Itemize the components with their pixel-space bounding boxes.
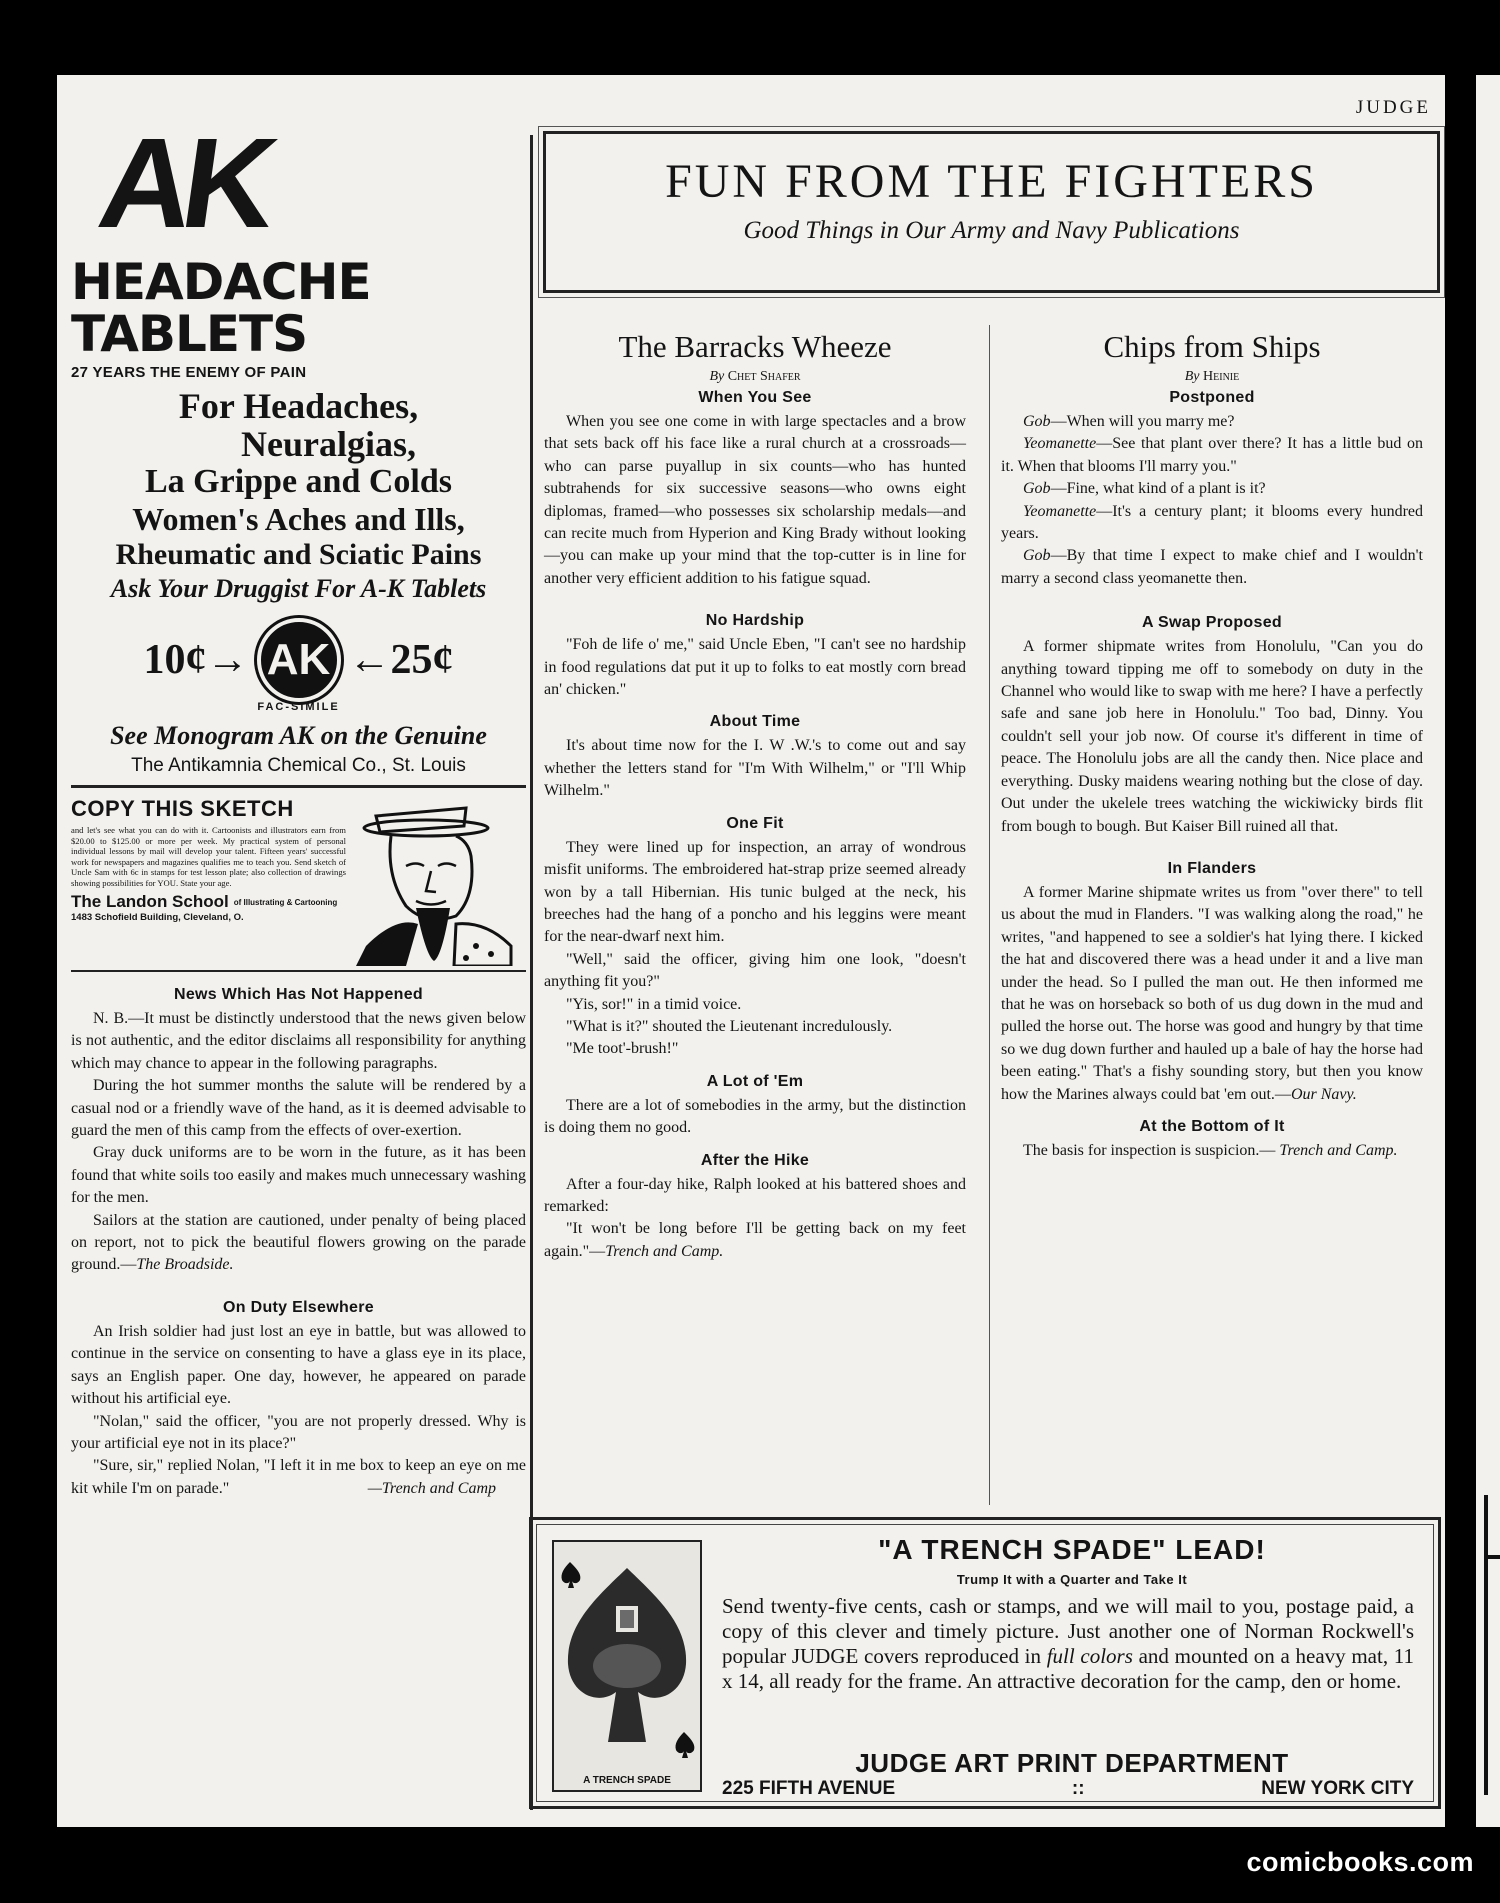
line: —See that plant over there? It has a little bud on it. When that blooms I'll marry you.": [1001, 435, 1423, 475]
source-credit: Our Navy.: [1290, 1085, 1357, 1103]
separator: ::: [1071, 1778, 1085, 1799]
sketch-ad-text: [71, 796, 346, 966]
paragraph: There are a lot of somebodies in the army, but the distinction is doing them no good.: [544, 1096, 966, 1137]
ak-uses: [71, 387, 526, 605]
section-body: [1001, 636, 1423, 838]
ak-use: For Headaches,: [178, 386, 419, 426]
paragraph: [1001, 882, 1423, 1106]
ak-use: Neuralgias,: [241, 424, 416, 464]
source-credit: Trench and Camp.: [1279, 1141, 1398, 1159]
speaker: Yeomanette: [1023, 502, 1097, 520]
paragraph-text: A former Marine shipmate writes us from "over there" to tell us about the mud in Flanders. "I was walking along the road," he writes, "and happened to see a soldier's hat lying there. I kicked the hat and discovered there was a head under it and a live man under the head. So I pulled the man out. He then informed me that he was on horseback so both of us dug down in the mud and pulled the horse out. The horse was good and hungry by that time so we dug down further and hauled up a bale of hay the horse had been eating." That's a fishy sounding story, but then you know how the Marines always could bat 'em out.—: [1001, 883, 1423, 1103]
city: NEW YORK CITY: [1261, 1778, 1414, 1799]
section-heading: One Fit: [726, 814, 784, 832]
paragraph: During the hot summer months the salute will be rendered by a casual nod or a friendly wave of the hand, as it is deemed advisable to guard the men of this camp from the effects of over-exertion.: [71, 1077, 526, 1140]
ad-address: [722, 1778, 1414, 1800]
column-title: The Barracks Wheeze: [618, 329, 892, 364]
ak-company: The Antikamnia Chemical Co., St. Louis: [131, 755, 466, 776]
sketch-ad: [71, 796, 526, 966]
divider: [71, 785, 526, 788]
paragraph: "What is it?" shouted the Lieutenant incredulously.: [566, 1017, 893, 1035]
line: —When will you marry me?: [1050, 413, 1235, 430]
section-body: [544, 411, 966, 590]
ak-title-2: TABLETS: [71, 305, 308, 363]
column-title: Chips from Ships: [1103, 329, 1321, 364]
trench-spade-picture: [552, 1540, 702, 1792]
ad-body-emphasis: full colors: [1046, 1644, 1133, 1668]
paragraph: [71, 1210, 526, 1277]
paragraph: After a four-day hike, Ralph looked at his battered shoes and remarked:: [544, 1175, 966, 1215]
section-heading: Postponed: [1169, 389, 1255, 406]
section-masthead: [543, 131, 1440, 293]
section-heading: When You See: [698, 389, 812, 406]
price-high: 25¢: [390, 637, 454, 683]
section-heading: About Time: [709, 713, 801, 731]
paragraph: When you see one come in with large spectacles and a brow that sets back off his face like a rural church at a crossroads—who can parse puyallup in six counts—who has hunted subtrahends for six successive seasons—who owns eight diplomas, framed—who possesses six scholarship medals—and can recite much from Hyperion and King Brady without looking—you can make up your mind that the top-cutter is in line for another very efficient addition to his fatigue squad.: [544, 413, 966, 587]
ak-seal: AK: [257, 618, 341, 702]
section-body: [544, 1174, 966, 1264]
section-heading: A Swap Proposed: [1142, 614, 1282, 632]
speaker: Yeomanette: [1023, 435, 1097, 453]
line: —It's a century plant; it blooms every hundred years.: [1001, 502, 1423, 543]
byline-by: By: [709, 369, 725, 384]
paragraph-text: The basis for inspection is suspicion.—: [1023, 1141, 1276, 1159]
barracks-column: [544, 325, 966, 1263]
paragraph: Gray duck uniforms are to be worn in the future, as it has been found that white soils too easily and makes much unnecessary washing for the men.: [71, 1144, 527, 1207]
adjacent-page-edge: [1476, 75, 1500, 1827]
section-heading: After the Hike: [700, 1151, 810, 1169]
article-body: [71, 1008, 526, 1277]
column-rule: [989, 325, 990, 1505]
paragraph: An Irish soldier had just lost an eye in battle, but was allowed to continue in the service on consenting to have a glass eye in its place, says an English paper. One day, however, he appeared on parade without his artificial eye.: [71, 1322, 526, 1408]
ad-department: JUDGE ART PRINT DEPARTMENT: [855, 1748, 1289, 1778]
paragraph-text: "Sure, sir," replied Nolan, "I left it in me box to keep an eye on me kit while I'm on parade.": [71, 1457, 526, 1497]
left-column: [71, 112, 527, 1500]
ak-tablets-ad: [71, 112, 526, 777]
school-name: The Landon School: [71, 892, 229, 911]
source-credit: The Broadside.: [136, 1256, 234, 1274]
ak-logo: AK: [91, 112, 276, 255]
section-body: [544, 634, 966, 701]
ak-since: 27 YEARS THE ENEMY OF PAIN: [71, 364, 307, 381]
paragraph: [544, 1218, 966, 1263]
sketch-school: [71, 892, 346, 912]
street: 225 FIFTH AVENUE: [722, 1778, 896, 1799]
line: —Fine, what kind of a plant is it?: [1050, 480, 1266, 498]
author: Chet Shafer: [727, 369, 801, 384]
dialog-line: [1001, 501, 1423, 546]
section-body: [544, 837, 966, 1061]
ak-use: Rheumatic and Sciatic Pains: [115, 538, 482, 571]
paragraph: [1001, 1140, 1423, 1162]
article-title: On Duty Elsewhere: [223, 1298, 374, 1316]
section-body: [1001, 882, 1423, 1106]
ak-price-row: [71, 615, 526, 705]
byline-by: By: [1184, 369, 1200, 384]
dialog-line: [1001, 411, 1423, 433]
line: —By that time I expect to make chief and I wouldn't marry a second class yeomanette then.: [1001, 547, 1423, 587]
paragraph-text: Sailors at the station are cautioned, under penalty of being placed on report, not to pick the beautiful flowers growing on the parade ground.—: [71, 1211, 526, 1274]
paragraph: "Me toot'-brush!": [566, 1040, 679, 1058]
author: Heinie: [1203, 369, 1240, 384]
trench-spade-ad: [529, 1517, 1441, 1809]
section-heading: No Hardship: [705, 612, 805, 630]
source-credit: —Trench and Camp: [367, 1479, 496, 1497]
section-body: [544, 1095, 966, 1140]
section-body: [1001, 1140, 1423, 1162]
dialog-line: [1001, 433, 1423, 478]
arrow-left-icon: ←: [348, 637, 391, 683]
magazine-page: [57, 75, 1445, 1827]
paragraph: "Yis, sor!" in a timid voice.: [566, 995, 742, 1013]
school-sub: of Illustrating & Cartooning: [233, 897, 338, 907]
sketch-body: and let's see what you can do with it. Cartoonists and illustrators earn from $20.00 to $125.00 or more per week. My practical system of personal individual lessons by mail will develop your talent. Fifteen years' successful work for newspapers and magazines qualifies me to teach you. Send sketch of Uncle Sam with 6c in stamps for test lesson plate; also collection of drawings showing possibilities for YOU. State your age.: [71, 825, 346, 888]
source-credit: Trench and Camp.: [605, 1242, 724, 1260]
facsimile-label: FAC-SIMILE: [257, 701, 340, 713]
paragraph-text: "It won't be long before I'll be getting back on my feet again."—: [544, 1220, 966, 1260]
ak-use: La Grippe and Colds: [144, 463, 453, 500]
ak-use: Ask Your Druggist For A-K Tablets: [110, 574, 487, 603]
chips-column: [1001, 325, 1423, 1162]
byline: [544, 369, 966, 385]
page-edge-rule: [1484, 1555, 1500, 1559]
paragraph: "Nolan," said the officer, "you are not properly dressed. Why is your artificial eye not in its place?": [71, 1412, 526, 1452]
ak-monogram: See Monogram AK on the Genuine: [110, 721, 487, 750]
price-low: 10¢: [143, 637, 207, 683]
paragraph: A former shipmate writes from Honolulu, "Can you do anything toward tipping me off to somebody on duty in the Channel who would like to swap with me here? I have a perfectly safe and sane job here in Honolulu." Too bad, Dinny. You couldn't sell your job now. Of course it's different in time of peace. The Honolulu jobs are all the candy then. Nice place and everything. Dusky maidens wearing nothing but the close of day. Out under the ukelele trees watching the wickiwicky birds flit from bough to bough. But Kaiser Bill ruined all that.: [1001, 638, 1423, 835]
ad-tagline: Trump It with a Quarter and Take It: [956, 1572, 1188, 1587]
picture-label: A TRENCH SPADE: [583, 1775, 671, 1786]
dialog-line: [1001, 545, 1423, 590]
speaker: Gob: [1023, 480, 1051, 498]
section-body: [544, 735, 966, 802]
ad-headline: "A TRENCH SPADE" LEAD!: [878, 1534, 1266, 1565]
article-title: News Which Has Not Happened: [173, 986, 424, 1003]
masthead-subtitle: Good Things in Our Army and Navy Publications: [743, 217, 1240, 244]
byline: [1001, 369, 1423, 385]
running-head: JUDGE: [1355, 97, 1431, 118]
paragraph: [71, 1455, 526, 1500]
paragraph: "Well," said the officer, giving him one look, "doesn't anything fit you?": [544, 950, 966, 991]
ad-body-text: Send twenty-five cents, cash or stamps, and we will mail to you, postage paid, a copy of this clever and timely picture. Just another one of Norman Rockwell's popular JUDGE covers reproduced in: [722, 1594, 1414, 1668]
ad-body-text: and mounted on a heavy mat, 11 x 14, all ready for the frame. An attractive decoration for the camp, den or home.: [722, 1644, 1414, 1693]
masthead-title: FUN FROM THE FIGHTERS: [665, 155, 1318, 208]
paragraph: "Foh de life o' me," said Uncle Eben, "I can't see no hardship in food regulations dat put it up to folks to eat mostly corn bread an' chicken.": [544, 636, 966, 699]
paragraph: They were lined up for inspection, an array of wondrous misfit uniforms. The embroidered hat-strap prize seemed already won by a tall Hibernian. His tunic bulged at the neck, his breeches had the hang of a poncho and his leggins were meant for the near-dwarf next him.: [544, 838, 966, 946]
dialog-line: [1001, 478, 1423, 500]
arrow-right-icon: →: [206, 637, 249, 683]
speaker: Gob: [1023, 413, 1051, 430]
school-address: 1483 Schofield Building, Cleveland, O.: [71, 912, 244, 923]
ak-use: Women's Aches and Ills,: [132, 501, 465, 537]
section-heading: In Flanders: [1167, 859, 1257, 877]
speaker: Gob: [1023, 547, 1051, 565]
duty-article: [71, 1299, 526, 1500]
news-article: [71, 986, 526, 1277]
ak-title-1: HEADACHE: [71, 253, 371, 311]
divider: [71, 970, 526, 972]
sketch-title: COPY THIS SKETCH: [71, 796, 294, 821]
page-edge-rule: [1484, 1495, 1488, 1795]
paragraph: N. B.—It must be distinctly understood that the news given below is not authentic, and the editor disclaims all responsibility for anything which may chance to appear in the following paragraphs.: [71, 1010, 526, 1072]
watermark: comicbooks.com: [1246, 1847, 1474, 1877]
ad-body: [722, 1594, 1414, 1694]
section-heading: A Lot of 'Em: [706, 1072, 804, 1090]
paragraph: It's about time now for the I. W .W.'s to come out and say whether the letters stand for "I'm With Wilhelm," or "I'll Whip Wilhelm.": [544, 737, 966, 800]
section-body: [1001, 411, 1423, 590]
article-body: [71, 1321, 526, 1500]
uncle-sam-sketch-icon: [346, 796, 516, 966]
section-heading: At the Bottom of It: [1139, 1117, 1285, 1135]
spade-illustration-icon: [558, 1546, 696, 1772]
